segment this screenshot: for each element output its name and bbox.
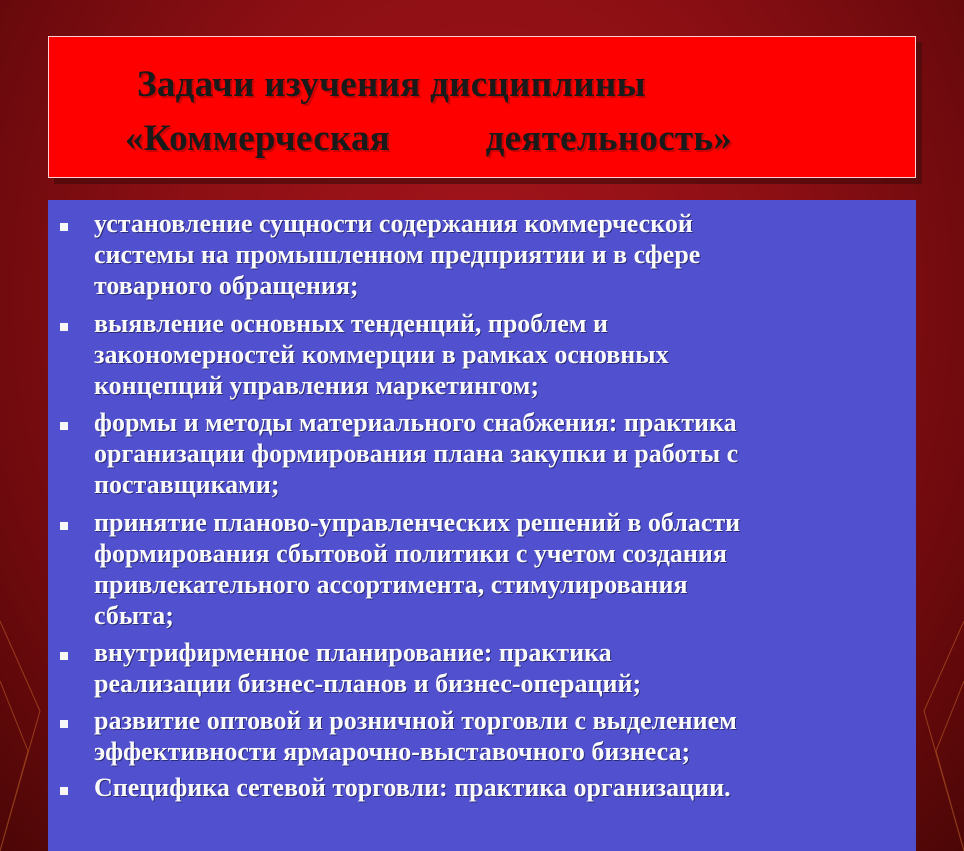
- content-box: [48, 200, 916, 851]
- list-item-text: развитие оптовой и розничной торговли с выделением эффективности ярмарочно-выставочного бизнеса;: [94, 706, 737, 766]
- list-item-text: формы и методы материального снабжения: практика организации формирования плана закупки и работы с поставщиками;: [94, 408, 739, 499]
- list-item-text: выявление основных тенденций, проблем и закономерностей коммерции в рамках основных концепций управления маркетингом;: [94, 309, 669, 400]
- square-bullet-icon: [60, 323, 68, 331]
- list-item-text: внутрифирменное планирование: практика реализации бизнес-планов и бизнес-операций;: [94, 638, 642, 698]
- square-bullet-icon: [60, 422, 68, 430]
- square-bullet-icon: [60, 223, 68, 231]
- square-bullet-icon: [60, 652, 68, 660]
- square-bullet-icon: [60, 720, 68, 728]
- slide-title-line-2: «Коммерческая деятельность»: [125, 118, 733, 159]
- slide-title-line-1: Задачи изучения дисциплины: [137, 64, 646, 105]
- list-item-text: принятие планово-управленческих решений в области формирования сбытовой политики с учетом создания привлекательного ассортимента, стимулирования сбыта;: [94, 508, 741, 630]
- list-item-text: Специфика сетевой торговли: практика организации.: [94, 773, 731, 802]
- square-bullet-icon: [60, 522, 68, 530]
- square-bullet-icon: [60, 787, 68, 795]
- title-box: [48, 36, 916, 178]
- list-item-text: установление сущности содержания коммерческой системы на промышленном предприятии и в сфере товарного обращения;: [94, 209, 701, 300]
